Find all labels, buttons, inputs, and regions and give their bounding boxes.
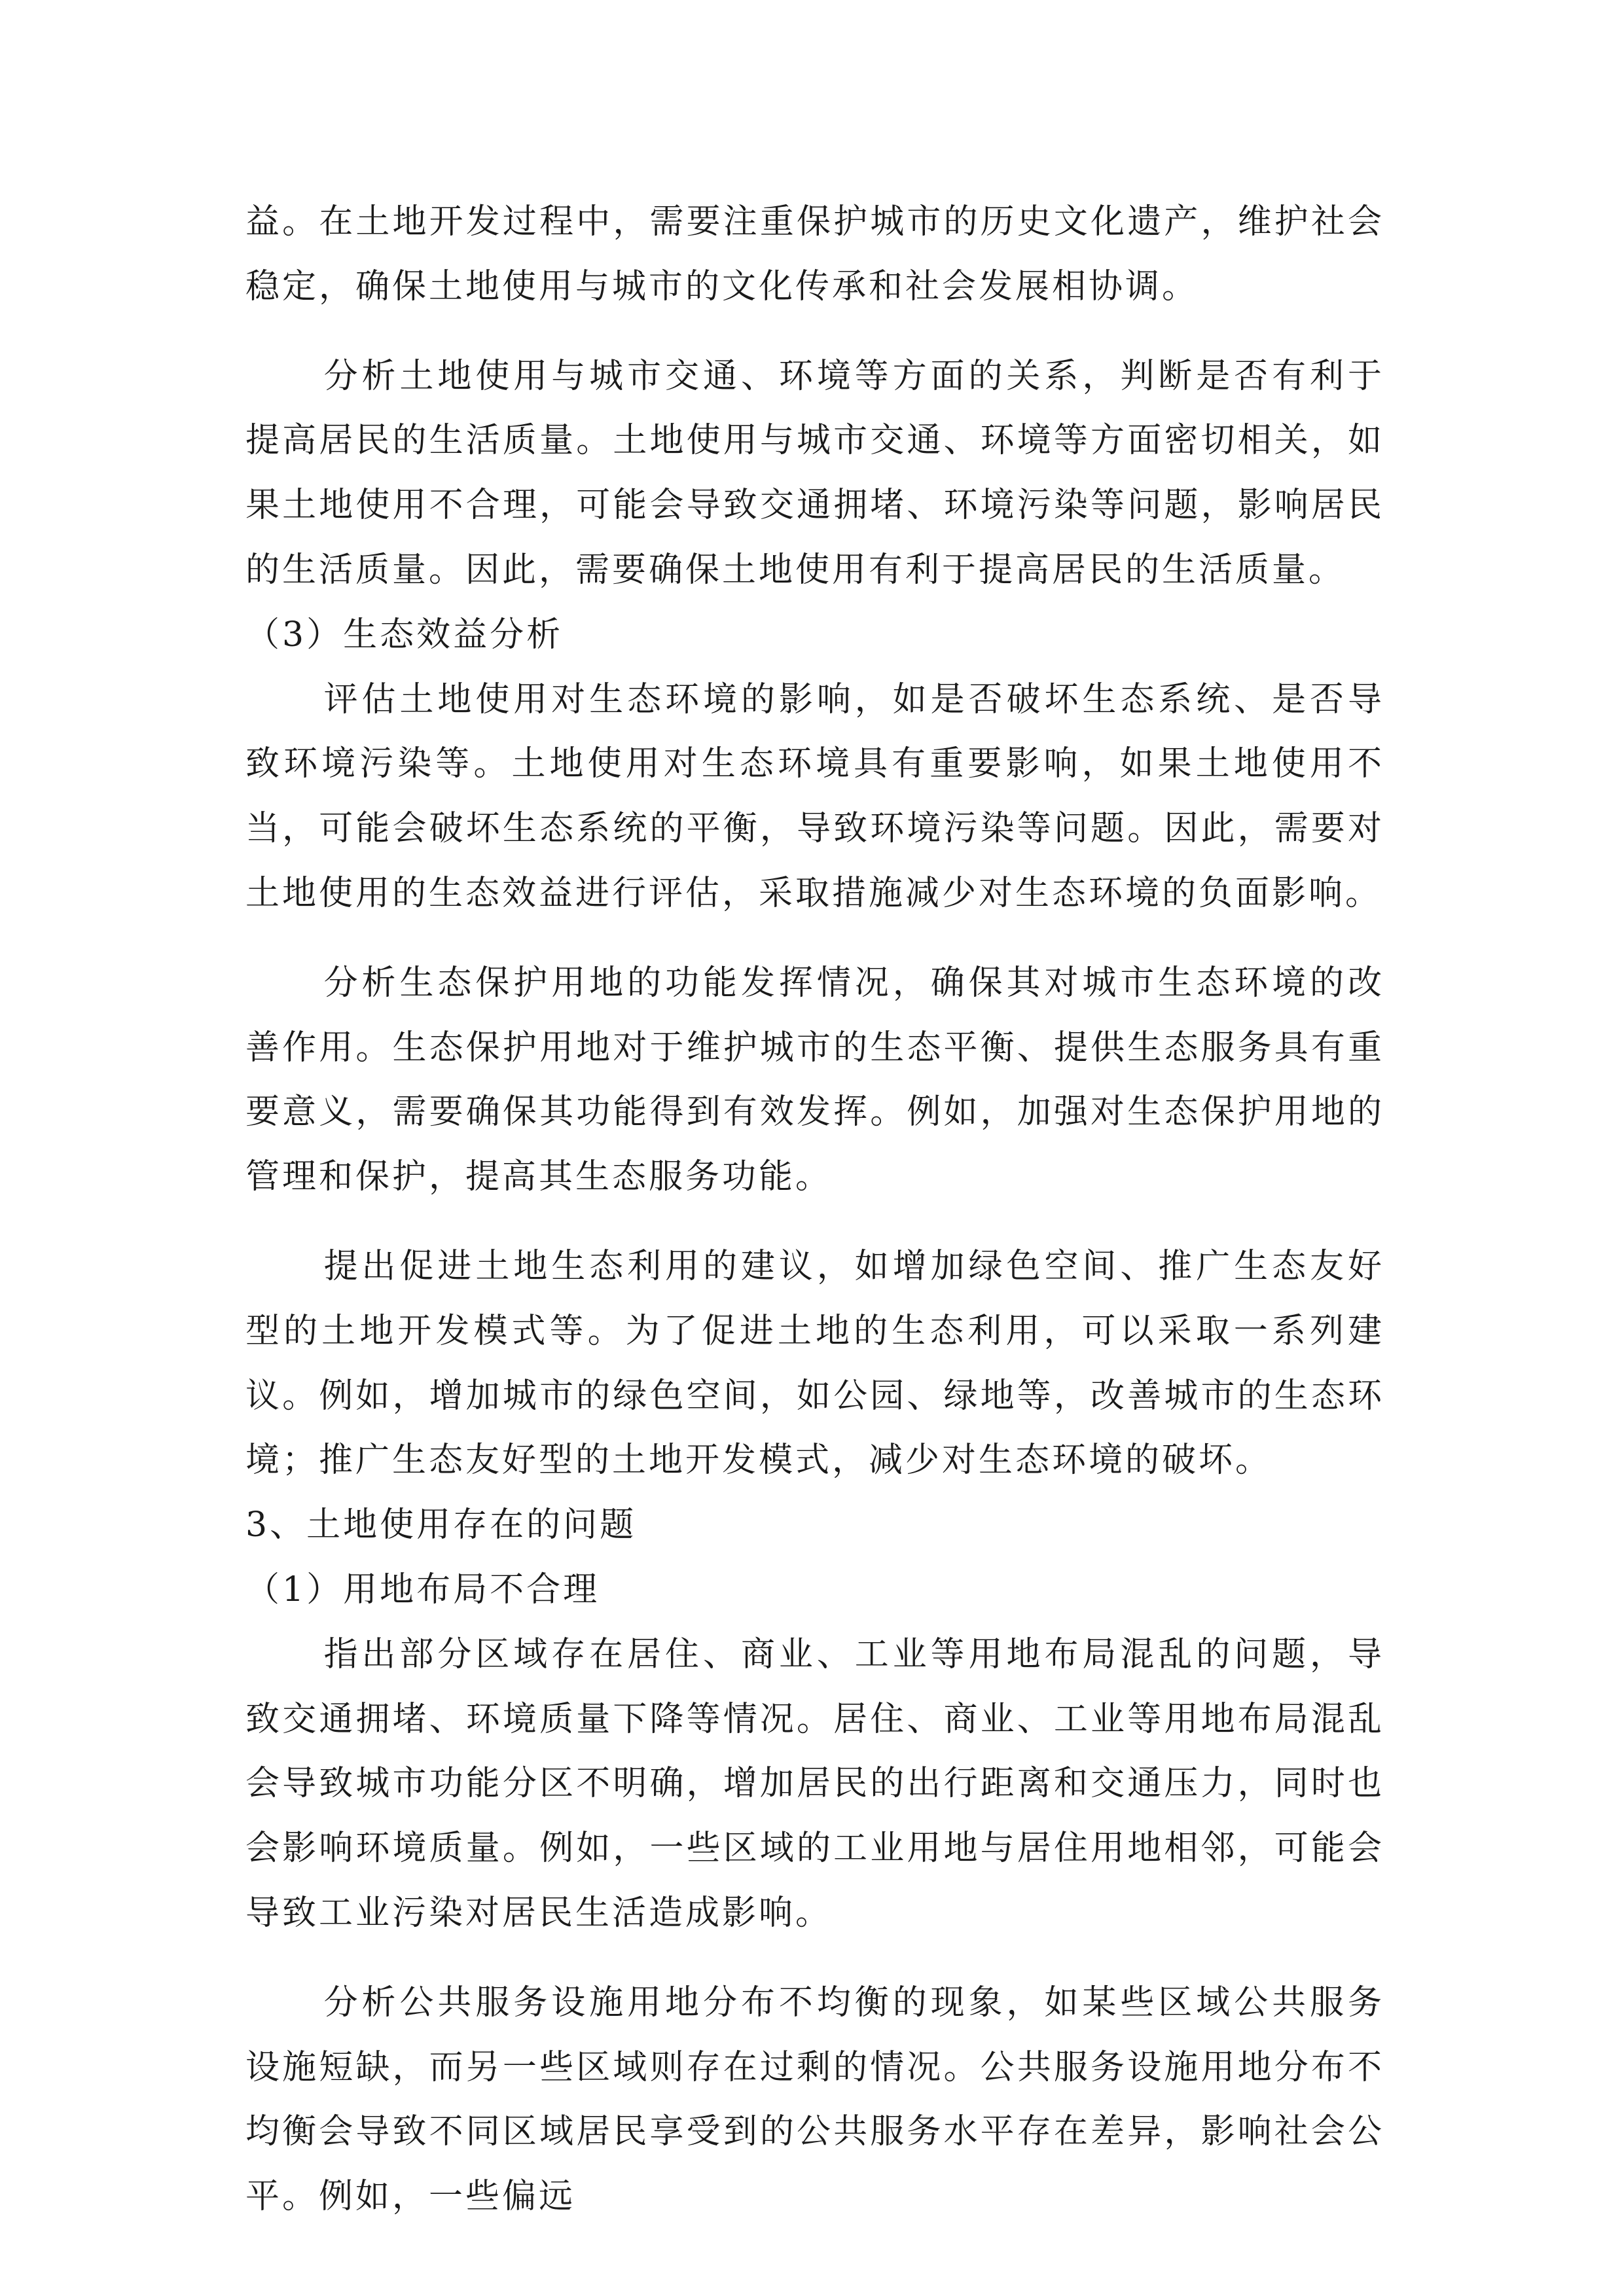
paragraph-layout-chaos: 指出部分区域存在居住、商业、工业等用地布局混乱的问题，导致交通拥堵、环境质量下降等情况。居住、商业、工业等用地布局混乱会导致城市功能分区不明确，增加居民的出行距离和交通压力，同时也会影响环境质量。例如，一些区域的工业用地与居住用地相邻，可能会导致工业污染对居民生活造成影响。 [245,1634,1384,1933]
document-body [245,190,1384,2229]
paragraph-cultural-heritage: 益。在土地开发过程中，需要注重保护城市的历史文化遗产，维护社会稳定，确保土地使用与城市的文化传承和社会发展相协调。 [245,202,1384,306]
subheading-ecological-benefit: （3）生态效益分析 [245,615,564,655]
paragraph-ecological-suggestions: 提出促进土地生态利用的建议，如增加绿色空间、推广生态友好型的土地开发模式等。为了促进土地的生态利用，可以采取一系列建议。例如，增加城市的绿色空间，如公园、绿地等，改善城市的生态环境；推广生态友好型的土地开发模式，减少对生态环境的破坏。 [245,1246,1384,1480]
section-heading-land-use-problems: 3、土地使用存在的问题 [245,1505,637,1545]
subheading-layout-unreasonable: （1）用地布局不合理 [245,1570,600,1609]
paragraph-ecological-land: 分析生态保护用地的功能发挥情况，确保其对城市生态环境的改善作用。生态保护用地对于维护城市的生态平衡、提供生态服务具有重要意义，需要确保其功能得到有效发挥。例如，加强对生态保护用地的管理和保护，提高其生态服务功能。 [245,963,1384,1197]
paragraph-traffic-environment: 分析土地使用与城市交通、环境等方面的关系，判断是否有利于提高居民的生活质量。土地使用与城市交通、环境等方面密切相关，如果土地使用不合理，可能会导致交通拥堵、环境污染等问题，影响居民的生活质量。因此，需要确保土地使用有利于提高居民的生活质量。 [245,356,1384,590]
paragraph-public-services: 分析公共服务设施用地分布不均衡的现象，如某些区域公共服务设施短缺，而另一些区域则存在过剩的情况。公共服务设施用地分布不均衡会导致不同区域居民享受到的公共服务水平存在差异，影响社会公平。例如，一些偏远 [245,1982,1384,2217]
paragraph-ecological-impact: 评估土地使用对生态环境的影响，如是否破坏生态系统、是否导致环境污染等。土地使用对生态环境具有重要影响，如果土地使用不当，可能会破坏生态系统的平衡，导致环境污染等问题。因此，需要对土地使用的生态效益进行评估，采取措施减少对生态环境的负面影响。 [245,679,1384,913]
